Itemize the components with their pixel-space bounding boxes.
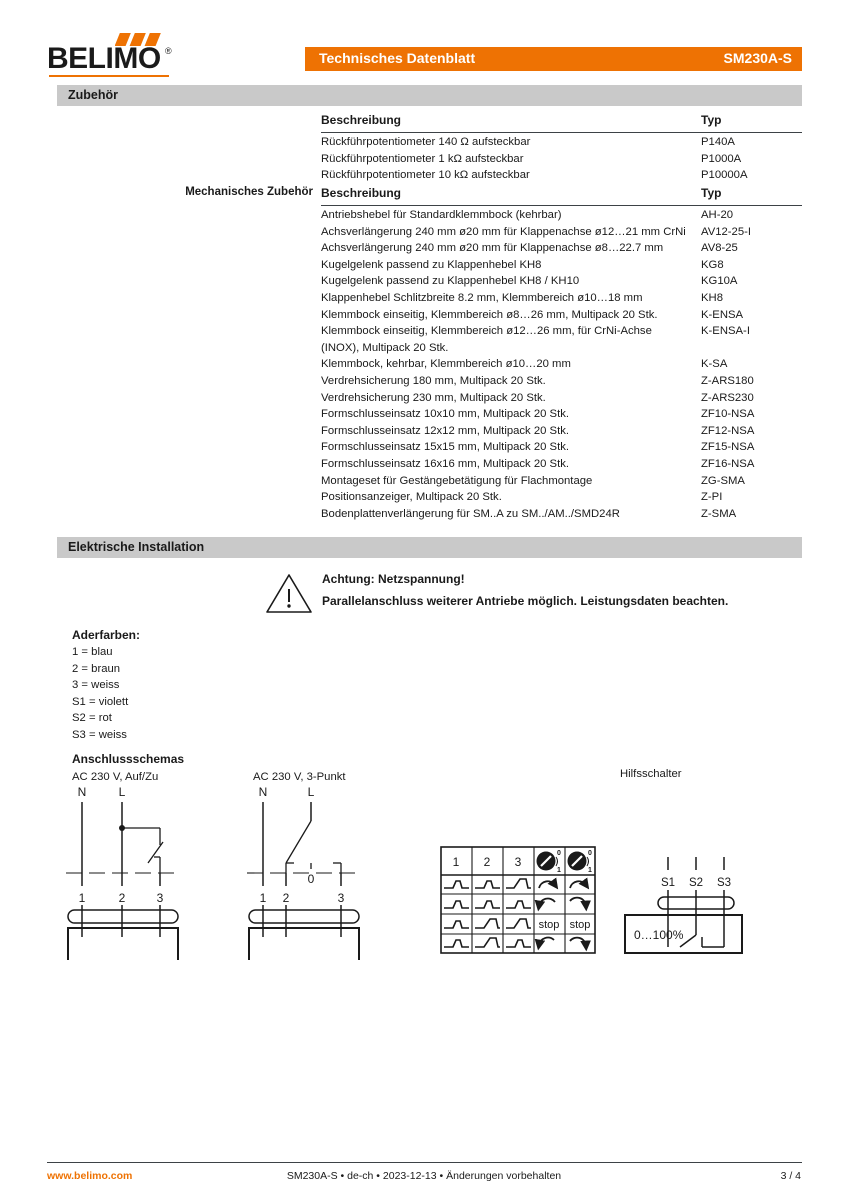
diagram2-caption: AC 230 V, 3-Punkt — [253, 771, 346, 783]
accessory-type: P1000A — [701, 152, 742, 165]
accessory-category-label: Mechanisches Zubehör — [185, 186, 313, 198]
accessory-type: KG8 — [701, 258, 724, 271]
accessory-type: K-SA — [701, 358, 728, 371]
aux-terminal-S1: S1 — [660, 877, 676, 889]
section-header-accessories-label: Zubehör — [68, 88, 118, 102]
accessory-description: Positionsanzeiger, Multipack 20 Stk. — [321, 491, 502, 504]
switch-b-icon — [568, 850, 593, 874]
accessory-description: Formschlusseinsatz 16x16 mm, Multipack 20 Stk. — [321, 458, 569, 470]
section-header-electrical-label: Elektrische Installation — [68, 540, 205, 554]
accessory-description: Rückführpotentiometer 140 Ω aufsteckbar — [321, 136, 531, 148]
accessory-type: ZF12-NSA — [701, 424, 755, 437]
accessory-description: Rückführpotentiometer 10 kΩ aufsteckbar — [321, 169, 530, 182]
accessory-description: Klemmbock einseitig, Klemmbereich ø8…26 mm, Multipack 20 Stk. — [321, 308, 658, 321]
logo-underline — [49, 75, 169, 77]
svg-text:1: 1 — [557, 867, 561, 874]
document-title: Technisches Datenblatt — [319, 50, 476, 66]
accessory-description: Kugelgelenk passend zu Klappenhebel KH8 — [321, 258, 542, 271]
svg-text:0: 0 — [557, 850, 561, 857]
wire-color-item: 3 = weiss — [72, 679, 120, 692]
warning-line-1: Achtung: Netzspannung! — [322, 572, 465, 586]
accessory-description: Kugelgelenk passend zu Klappenhebel KH8 / KH10 — [321, 275, 580, 288]
accessory-description: Formschlusseinsatz 15x15 mm, Multipack 20 Stk. — [321, 441, 569, 454]
wiring-diagrams-title: Anschlussschemas — [72, 752, 185, 766]
wire-color-item: 2 = braun — [72, 662, 121, 675]
table-header-description-mechanical: Beschreibung — [321, 186, 402, 200]
page-header — [0, 0, 848, 78]
logo-wordmark: BELIMO — [47, 42, 161, 75]
model-designation: SM230A-S — [723, 50, 792, 66]
accessory-description: Antriebshebel für Standardklemmbock (kehrbar) — [321, 209, 562, 221]
accessory-description: Achsverlängerung 240 mm ø20 mm für Klappenachse ø12…21 mm CrNi — [321, 225, 686, 238]
section-header-accessories — [57, 85, 802, 106]
table-rule — [321, 205, 802, 206]
function-table-stop-a: stop — [538, 919, 560, 931]
diagram2-cable-gland — [249, 910, 359, 923]
accessory-description: Formschlusseinsatz 12x12 mm, Multipack 20 Stk. — [321, 424, 569, 437]
accessory-description: Klemmbock, kehrbar, Klemmbereich ø10…20 mm — [321, 358, 571, 371]
accessory-type: P10000A — [701, 169, 748, 182]
diagram2-terminal-1: 1 — [259, 891, 267, 905]
table-header-type-mechanical: Typ — [701, 186, 722, 200]
title-bar — [305, 47, 802, 71]
function-table-header-3: 3 — [514, 855, 522, 869]
wiring-diagram-3-punkt — [243, 785, 428, 960]
diagram2-label-N: N — [258, 785, 268, 799]
wire-color-item: S2 = rot — [72, 712, 112, 725]
footer-document-info: SM230A-S • de-ch • 2023-12-13 • Änderungen vorbehalten — [286, 1170, 562, 1182]
table-header-description-electrical: Beschreibung — [321, 113, 402, 127]
function-table-stop-b: stop — [569, 919, 591, 931]
warning-triangle-icon — [265, 572, 313, 614]
diagram1-actuator-body — [68, 928, 178, 960]
svg-text:0: 0 — [588, 850, 592, 857]
svg-text:1: 1 — [588, 867, 592, 874]
accessory-description: Klemmbock einseitig, Klemmbereich ø12…26 mm, für CrNi-Achse — [321, 325, 652, 338]
accessory-description: (INOX), Multipack 20 Stk. — [321, 341, 449, 354]
accessory-type: K-ENSA — [701, 308, 744, 321]
diagram1-terminal-3: 3 — [156, 891, 164, 905]
aux-switch-diagram — [622, 855, 782, 960]
accessory-type: Z-PI — [701, 491, 723, 504]
table-rule — [321, 132, 802, 133]
diagram1-label-L: L — [118, 785, 126, 799]
aux-terminal-S3: S3 — [716, 877, 732, 889]
diagram2-label-L: L — [307, 785, 315, 799]
diagram1-terminal-2: 2 — [118, 891, 126, 905]
section-header-electrical — [57, 537, 802, 558]
aux-range-label: 0…100% — [634, 928, 684, 942]
accessory-description: Verdrehsicherung 180 mm, Multipack 20 Stk. — [321, 375, 546, 387]
diagram2-terminal-2: 2 — [282, 891, 290, 905]
accessory-description: Rückführpotentiometer 1 kΩ aufsteckbar — [321, 152, 524, 165]
warning-line-2: Parallelanschluss weiterer Antriebe möglich. Leistungsdaten beachten. — [322, 594, 729, 608]
wire-color-item: S1 = violett — [72, 695, 129, 708]
table-header-type-electrical: Typ — [701, 113, 722, 127]
function-table-header-1: 1 — [452, 855, 460, 869]
accessory-type: Z-ARS180 — [701, 375, 754, 387]
accessory-type: K-ENSA-I — [701, 325, 750, 338]
accessory-type: ZF16-NSA — [701, 458, 755, 470]
accessory-type: ZG-SMA — [701, 474, 745, 487]
function-table-header-2: 2 — [483, 855, 491, 869]
accessory-description: Bodenplattenverlängerung für SM..A zu SM../AM../SMD24R — [321, 507, 620, 520]
wire-colors-title: Aderfarben: — [72, 628, 141, 642]
accessory-type: KH8 — [701, 292, 723, 304]
accessory-type: P140A — [701, 136, 735, 148]
belimo-logo — [47, 33, 187, 77]
footer-divider — [47, 1162, 802, 1163]
accessory-description: Formschlusseinsatz 10x10 mm, Multipack 20 Stk. — [321, 408, 569, 421]
diagram2-actuator-body — [249, 928, 359, 960]
accessory-type: ZF15-NSA — [701, 441, 755, 454]
switch-a-icon — [537, 850, 562, 874]
diagram2-terminal-3: 3 — [337, 891, 345, 905]
accessory-type: Z-ARS230 — [701, 391, 754, 404]
diagram1-label-N: N — [77, 785, 87, 799]
aux-switch-caption: Hilfsschalter — [620, 768, 682, 780]
accessory-description: Achsverlängerung 240 mm ø20 mm für Klappenachse ø8…22.7 mm — [321, 242, 664, 255]
accessory-type: Z-SMA — [701, 507, 737, 520]
wire-color-item: 1 = blau — [72, 646, 113, 658]
wiring-diagram-auf-zu — [60, 785, 245, 960]
logo-registered-mark: ® — [165, 46, 172, 56]
wire-color-item: S3 = weiss — [72, 729, 127, 741]
aux-terminal-S2: S2 — [688, 877, 704, 889]
accessory-type: AH-20 — [701, 209, 734, 221]
diagram1-caption: AC 230 V, Auf/Zu — [72, 771, 159, 783]
accessory-description: Klappenhebel Schlitzbreite 8.2 mm, Klemmbereich ø10…18 mm — [321, 292, 643, 304]
accessory-description: Verdrehsicherung 230 mm, Multipack 20 Stk. — [321, 391, 546, 404]
footer-website[interactable]: www.belimo.com — [47, 1170, 133, 1182]
accessory-description: Montageset für Gestängebetätigung für Flachmontage — [321, 474, 593, 487]
footer-page-number: 3 / 4 — [780, 1170, 801, 1182]
diagram2-neutral-position: 0 — [307, 872, 315, 886]
accessory-type: AV12-25-I — [701, 225, 752, 238]
accessory-type: KG10A — [701, 275, 738, 288]
function-table-diagram — [440, 846, 596, 956]
diagram1-cable-gland — [68, 910, 178, 923]
accessory-type: AV8-25 — [701, 242, 738, 255]
diagram1-terminal-1: 1 — [78, 891, 86, 905]
accessory-type: ZF10-NSA — [701, 408, 755, 421]
